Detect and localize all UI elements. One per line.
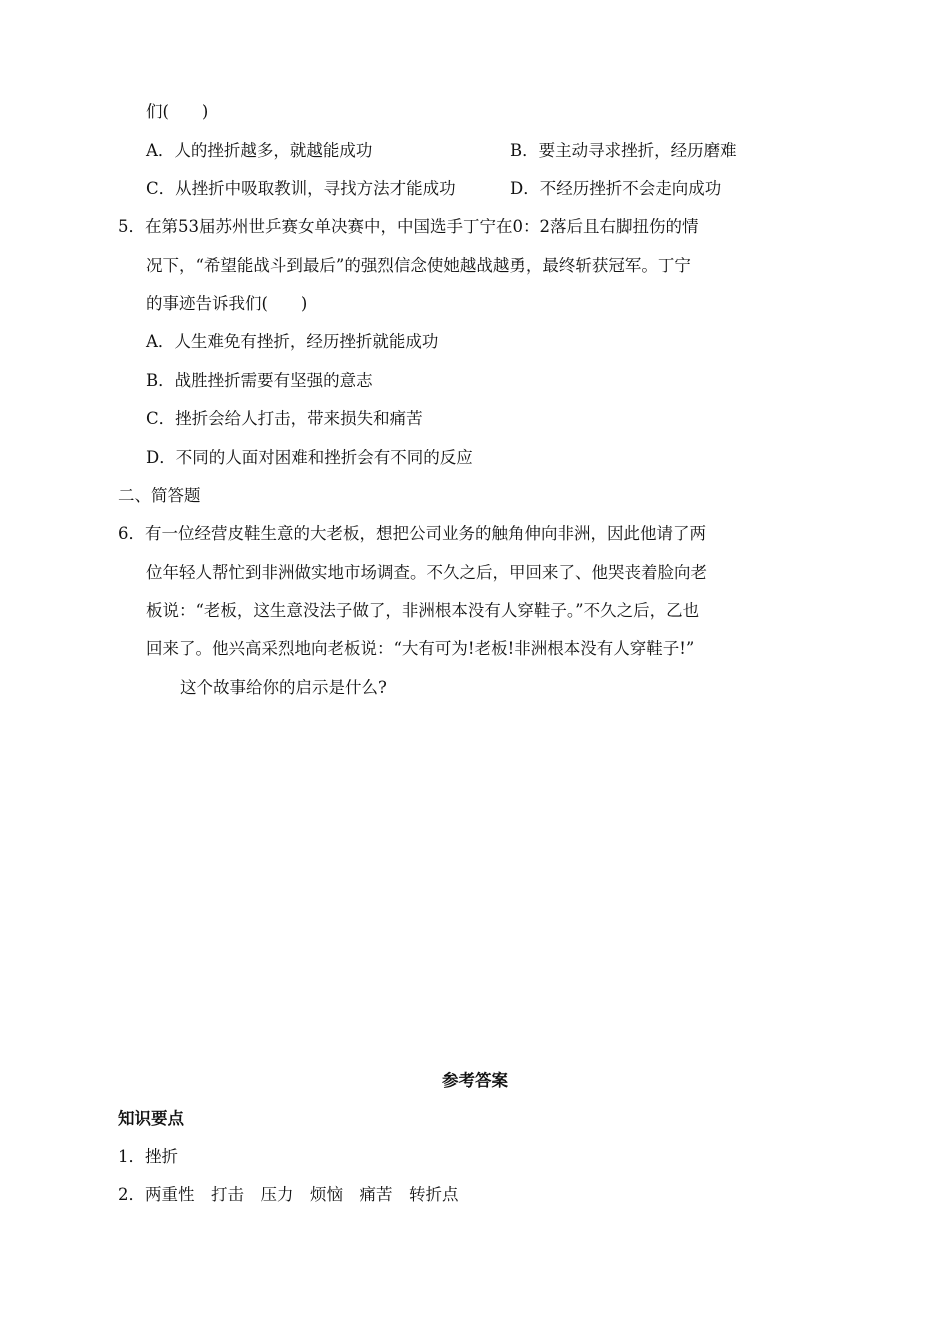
q6-stem-line-4: 回来了。他兴高采烈地向老板说：“大有可为!老板!非洲根本没有人穿鞋子!” [146,639,695,658]
q5-stem-line-3: 的事迹告诉我们( ) [146,294,308,313]
answer-item-1: 1．挫折 [118,1147,178,1166]
answers-title: 参考答案 [442,1071,508,1090]
q5-option-a: A．人生难免有挫折，经历挫折就能成功 [146,332,439,351]
q6-stem-line-2: 位年轻人帮忙到非洲做实地市场调查。不久之后，甲回来了、他哭丧着脸向老 [146,563,707,582]
q4-option-a: A．人的挫折越多，就越能成功 [146,141,373,160]
q5-option-c: C．挫折会给人打击，带来损失和痛苦 [146,409,423,428]
q6-stem-line-1: 6．有一位经营皮鞋生意的大老板，想把公司业务的触角伸向非洲，因此他请了两 [118,524,706,543]
q6-question: 这个故事给你的启示是什么? [180,678,387,697]
answers-subtitle: 知识要点 [118,1109,184,1128]
q5-stem-line-1: 5．在第53届苏州世乒赛女单决赛中，中国选手丁宁在0：2落后且右脚扭伤的情 [118,217,699,236]
q4-option-d: D．不经历挫折不会走向成功 [510,179,722,198]
q5-stem-line-2: 况下，“希望能战斗到最后”的强烈信念使她越战越勇，最终斩获冠军。丁宁 [146,256,691,275]
answer-item-2: 2．两重性 打击 压力 烦恼 痛苦 转折点 [118,1185,459,1204]
q5-option-b: B．战胜挫折需要有坚强的意志 [146,371,373,390]
q4-stem-tail: 们( ) [146,102,209,121]
q4-option-b: B．要主动寻求挫折，经历磨难 [510,141,737,160]
q6-stem-line-3: 板说：“老板，这生意没法子做了，非洲根本没有人穿鞋子。”不久之后，乙也 [146,601,700,620]
section-title-short-answer: 二、简答题 [118,486,201,505]
q5-option-d: D．不同的人面对困难和挫折会有不同的反应 [146,448,473,467]
q4-option-c: C．从挫折中吸取教训，寻找方法才能成功 [146,179,456,198]
